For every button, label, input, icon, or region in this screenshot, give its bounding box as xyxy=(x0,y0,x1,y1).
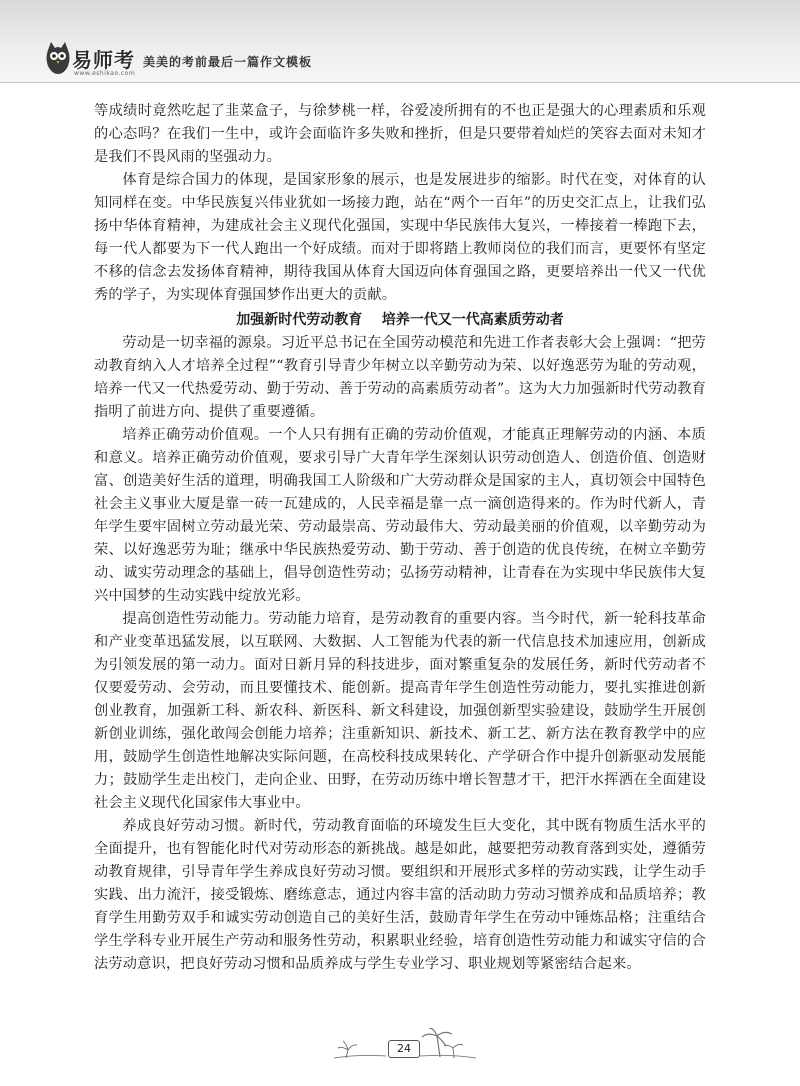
article-body xyxy=(94,100,706,976)
paragraph-creative-ability: 提高创造性劳动能力。劳动能力培育，是劳动教育的重要内容。当今时代，新一轮科技革命和产业变革迅猛发展，以互联网、大数据、人工智能为代表的新一代信息技术加速应用，创新成为引领发展的第一动力。面对日新月异的科技进步，面对繁重复杂的发展任务，新时代劳动者不仅要爱劳动、会劳动，而且要懂技术、能创新。提高青年学生创造性劳动能力，要扎实推进创新创业教育，加强新工科、新农科、新医科、新文科建设，加强创新型实验建设，鼓励学生开展创新创业训练，强化敢闯会创能力培养；注重新知识、新技术、新工艺、新方法在教育教学中的应用，鼓励学生创造性地解决实际问题，在高校科技成果转化、产学研合作中提升创新驱动发展能力；鼓励学生走出校门，走向企业、田野，在劳动历练中增长智慧才干，把汗水挥洒在全面建设社会主义现代化国家伟大事业中。 xyxy=(94,611,706,811)
brand-logo xyxy=(44,40,140,80)
page-footer xyxy=(330,1028,480,1068)
logo-url: www.eshikao.com xyxy=(74,70,136,77)
paragraph-sports: 体育是综合国力的体现，是国家形象的展示，也是发展进步的缩影。时代在变，对体育的认知同样在变。中华民族复兴伟业犹如一场接力跑，站在“两个一百年”的历史交汇点上，让我们弘扬中华体育精神，为建成社会主义现代化强国，实现中华民族伟大复兴，一棒接着一棒跑下去，每一代人都要为下一代人跑出一个好成绩。而对于即将踏上教师岗位的我们而言，更要怀有坚定不移的信念去发扬体育精神，期待我国从体育大国迈向体育强国之路，更要培养出一代又一代优秀的学子，为实现体育强国梦作出更大的贡献。 xyxy=(94,172,706,303)
paragraph-continued: 等成绩时竟然吃起了韭菜盒子，与徐梦桃一样，谷爱凌所拥有的不也正是强大的心理素质和乐观的心态吗？在我们一生中，或许会面临许多失败和挫折，但是只要带着灿烂的笑容去面对未知才是我们不畏风雨的坚强动力。 xyxy=(94,103,706,165)
page-header xyxy=(0,0,800,83)
section-title: 加强新时代劳动教育 培养一代又一代高素质劳动者 xyxy=(236,312,564,328)
owl-icon xyxy=(44,40,72,76)
paragraph-labor-habits: 养成良好劳动习惯。新时代，劳动教育面临的环境发生巨大变化，其中既有物质生活水平的全面提升，也有智能化时代对劳动形态的新挑战。越是如此，越要把劳动教育落到实处，遵循劳动教育规律，引导青年学生养成良好劳动习惯。要组织和开展形式多样的劳动实践，让学生动手实践、出力流汗，接受锻炼、磨练意志，通过内容丰富的活动助力劳动习惯养成和品质培养；教育学生用勤劳双手和诚实劳动创造自己的美好生活，鼓励青年学生在劳动中锤炼品格；注重结合学生学科专业开展生产劳动和服务性劳动，积累职业经验，培育创造性劳动能力和诚实守信的合法劳动意识，把良好劳动习惯和品质养成与学生专业学习、职业规划等紧密结合起来。 xyxy=(94,818,706,972)
page-number: 24 xyxy=(388,1040,420,1058)
paragraph-labor-values: 培养正确劳动价值观。一个人只有拥有正确的劳动价值观，才能真正理解劳动的内涵、本质和意义。培养正确劳动价值观，要求引导广大青年学生深刻认识劳动创造人、创造价值、创造财富、创造美好生活的道理，明确我国工人阶级和广大劳动群众是国家的主人，真切领会中国特色社会主义事业大厦是靠一砖一瓦建成的，人民幸福是靠一点一滴创造得来的。作为时代新人，青年学生要牢固树立劳动最光荣、劳动最崇高、劳动最伟大、劳动最美丽的价值观，以辛勤劳动为荣、以好逸恶劳为耻；继承中华民族热爱劳动、勤于劳动、善于创造的优良传统，在树立辛勤劳动、诚实劳动理念的基础上，倡导创造性劳动；弘扬劳动精神，让青春在为实现中华民族伟大复兴中国梦的生动实践中绽放光彩。 xyxy=(94,427,706,604)
header-tagline: 美美的考前最后一篇作文模板 xyxy=(143,55,313,69)
paragraph-labor-intro: 劳动是一切幸福的源泉。习近平总书记在全国劳动模范和先进工作者表彰大会上强调：“把劳动教育纳入人才培养全过程”“教育引导青少年树立以辛勤劳动为荣、以好逸恶劳为耻的劳动观，培养一代又一代热爱劳动、勤于劳动、善于劳动的高素质劳动者”。这为大力加强新时代劳动教育指明了前进方向、提供了重要遵循。 xyxy=(94,335,706,420)
logo-text: 易师考 xyxy=(72,48,135,72)
